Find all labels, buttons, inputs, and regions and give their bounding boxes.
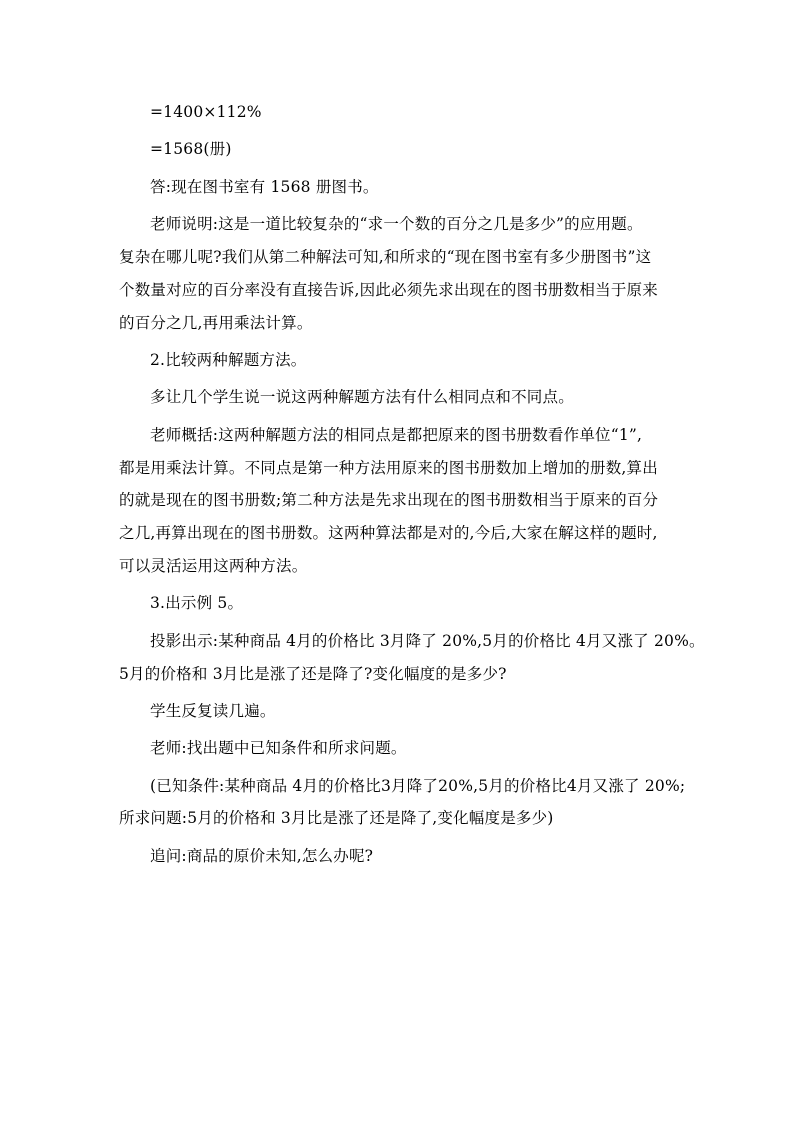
text-line: 的就是现在的图书册数;第二种方法是先求出现在的图书册数相当于原来的百分 xyxy=(119,491,659,510)
text-line: =1568(册) xyxy=(150,140,232,159)
text-line: 所求问题:5月的价格和 3月比是涨了还是降了,变化幅度是多少) xyxy=(119,809,554,828)
calc-line-1 xyxy=(119,96,675,129)
student-discussion-paragraph xyxy=(119,381,675,414)
follow-up-question-paragraph xyxy=(119,840,675,873)
calc-line-2 xyxy=(119,133,675,166)
teacher-summary-paragraph xyxy=(119,419,675,583)
text-line: 老师:找出题中已知条件和所求问题。 xyxy=(150,739,407,758)
text-line: 个数量对应的百分率没有直接告诉,因此必须先求出现在的图书册数相当于原来 xyxy=(119,280,658,299)
text-line: 投影出示:某种商品 4月的价格比 3月降了 20%,5月的价格比 4月又涨了 20%。 xyxy=(150,631,705,650)
text-line: 追问:商品的原价未知,怎么办呢? xyxy=(150,846,374,865)
conditions-question-paragraph xyxy=(119,770,686,836)
document-body xyxy=(119,96,705,873)
text-line: 3.出示例 5。 xyxy=(150,594,244,613)
text-line: 都是用乘法计算。不同点是第一种方法用原来的图书册数加上增加的册数,算出 xyxy=(119,458,658,477)
text-line: 老师概括:这两种解题方法的相同点是都把原来的图书册数看作单位“1”, xyxy=(150,425,643,444)
text-line: 可以灵活运用这两种方法。 xyxy=(119,556,308,575)
student-reading-paragraph xyxy=(119,695,675,728)
text-line: 老师说明:这是一道比较复杂的“求一个数的百分之几是多少”的应用题。 xyxy=(150,215,643,234)
text-line: 之几,再算出现在的图书册数。这两种算法都是对的,今后,大家在解这样的题时, xyxy=(119,524,658,543)
section-heading-2 xyxy=(119,344,675,377)
answer-paragraph xyxy=(119,171,675,204)
section-heading-3 xyxy=(119,587,675,620)
projection-problem-paragraph xyxy=(119,625,705,691)
text-line: 2.比较两种解题方法。 xyxy=(150,350,307,369)
text-line: =1400×112% xyxy=(150,103,262,121)
text-line: 学生反复读几遍。 xyxy=(150,701,276,720)
teacher-instruction-paragraph xyxy=(119,732,675,765)
text-line: 5月的价格和 3月比是涨了还是降了?变化幅度的是多少? xyxy=(119,664,507,683)
text-line: (已知条件:某种商品 4月的价格比3月降了20%,5月的价格比4月又涨了 20%; xyxy=(150,776,686,795)
text-line: 多让几个学生说一说这两种解题方法有什么相同点和不同点。 xyxy=(150,388,574,407)
text-line: 答:现在图书室有 1568 册图书。 xyxy=(150,177,379,196)
text-line: 的百分之几,再用乘法计算。 xyxy=(119,313,313,332)
teacher-explanation-paragraph xyxy=(119,208,675,339)
text-line: 复杂在哪儿呢?我们从第二种解法可知,和所求的“现在图书室有多少册图书”这 xyxy=(119,247,652,266)
